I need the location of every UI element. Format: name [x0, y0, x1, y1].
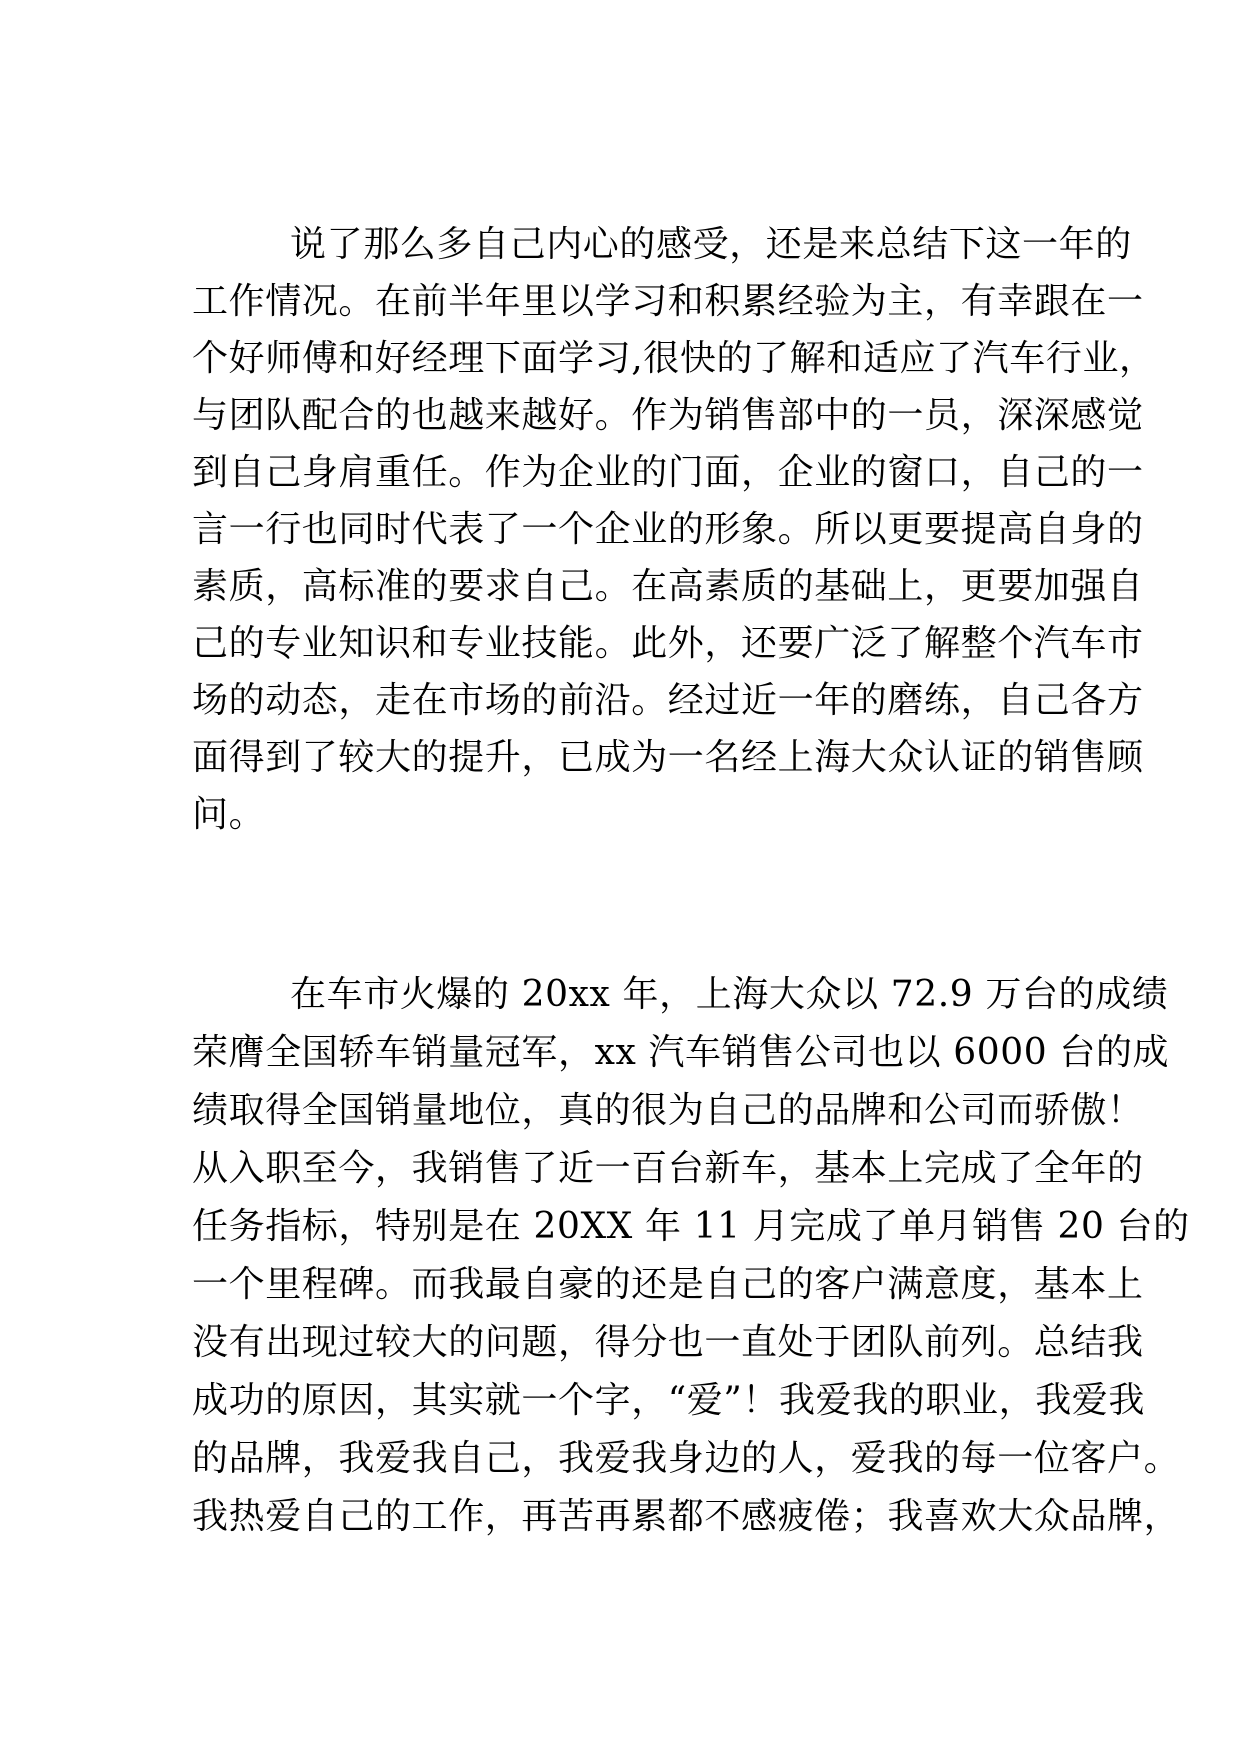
paragraph-line: 的品牌，我爱我自己，我爱我身边的人，爱我的每一位客户。: [192, 1438, 1181, 1479]
paragraph-line: 素质，高标准的要求自己。在高素质的基础上，更要加强自: [192, 566, 1144, 607]
paragraph-line: 工作情况。在前半年里以学习和积累经验为主，有幸跟在一: [192, 281, 1144, 322]
paragraph-line: 荣膺全国轿车销量冠军，xx 汽车销售公司也以 6000 台的成: [192, 1032, 1170, 1073]
paragraph-line: 在车市火爆的 20xx 年，上海大众以 72.9 万台的成绩: [290, 974, 1169, 1015]
paragraph-line: 说了那么多自己内心的感受，还是来总结下这一年的: [290, 224, 1132, 265]
paragraph-line: 场的动态，走在市场的前沿。经过近一年的磨练，自己各方: [192, 680, 1144, 721]
paragraph-line: 任务指标，特别是在 20XX 年 11 月完成了单月销售 20 台的: [192, 1206, 1190, 1247]
paragraph-line: 我热爱自己的工作，再苦再累都不感疲倦；我喜欢大众品牌，: [192, 1496, 1181, 1537]
paragraph-line: 个好师傅和好经理下面学习,很快的了解和适应了汽车行业，: [192, 338, 1156, 379]
paragraph-line: 从入职至今，我销售了近一百台新车，基本上完成了全年的: [192, 1148, 1144, 1189]
paragraph-line: 到自己身肩重任。作为企业的门面，企业的窗口，自己的一: [192, 452, 1144, 493]
paragraph-line: 与团队配合的也越来越好。作为销售部中的一员，深深感觉: [192, 395, 1144, 436]
paragraph-line: 没有出现过较大的问题，得分也一直处于团队前列。总结我: [192, 1322, 1144, 1363]
paragraph-line: 一个里程碑。而我最自豪的还是自己的客户满意度，基本上: [192, 1264, 1144, 1305]
paragraph-line: 绩取得全国销量地位，真的很为自己的品牌和公司而骄傲！: [192, 1090, 1144, 1131]
paragraph-line: 成功的原因，其实就一个字，“爱”！我爱我的职业，我爱我: [192, 1380, 1146, 1421]
paragraph-line: 言一行也同时代表了一个企业的形象。所以更要提高自身的: [192, 509, 1144, 550]
paragraph-line: 问。: [192, 794, 266, 835]
paragraph-line: 面得到了较大的提升，已成为一名经上海大众认证的销售顾: [192, 737, 1144, 778]
paragraph-line: 己的专业知识和专业技能。此外，还要广泛了解整个汽车市: [192, 623, 1144, 664]
